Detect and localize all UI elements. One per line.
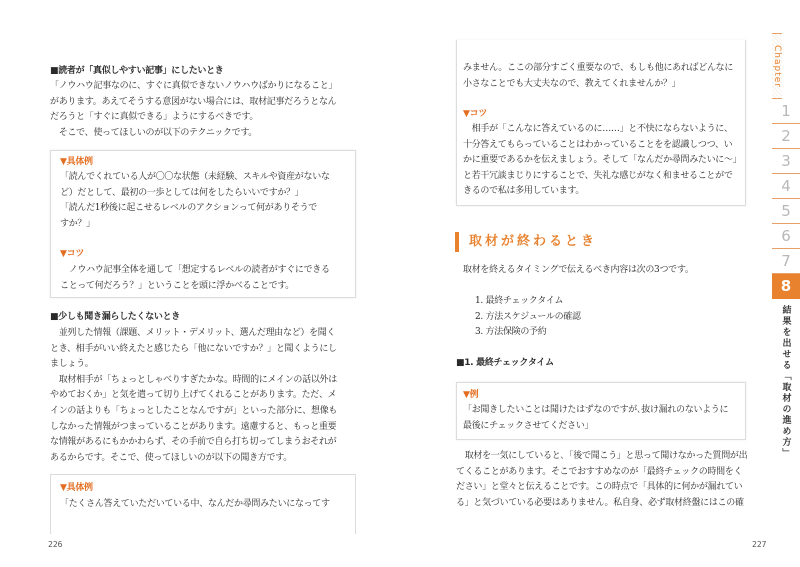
text-line: 最後にチェックさせてください」 (463, 420, 594, 431)
chapter-tab-3[interactable]: 3 (772, 149, 800, 174)
text-line: インの話よりも「ちょっとしたことなんですが」といった部分に、想像も (50, 406, 338, 416)
list-item: 1. 最終チェックタイム (475, 296, 564, 306)
page-number: 227 (752, 540, 767, 549)
tip-label: ▼コツ (463, 109, 488, 119)
example-label: ▼具体例 (60, 157, 93, 167)
tip-label: ▼コツ (60, 249, 85, 259)
chapter-tab-6[interactable]: 6 (772, 224, 800, 249)
text-line: やめておくか」と気を遣って切り上げてくれることがあります。ただ、メ (50, 390, 337, 401)
chapter-tab-8[interactable]: 8 (772, 274, 800, 299)
section-title: 取材が終わるとき (455, 232, 597, 252)
text-line: 取材を一気にしていると､「後で聞こう」と思って聞けなかった質問が出 (456, 451, 748, 461)
text-line: きるので私は多用しています。 (463, 186, 585, 197)
text-line: あるからです。そこで、使ってほしいのが以下の聞き方です。 (50, 452, 292, 463)
text-line: すか？」 (60, 218, 95, 229)
section-heading: ■1. 最終チェックタイム (456, 358, 554, 368)
text-line: 取材相手が「ちょっとしゃべりすぎたかな。時間的にメインの話以外は (50, 374, 337, 385)
text-line: 「ノウハウ記事なのに、すぐに真似できないノウハウばかりになること」 (50, 81, 338, 91)
text-line: ど）だとして、最初の一歩としては何をしたらいいですか？」 (60, 187, 304, 198)
text-line: 小さなことでも大丈夫なので、教えてくれませんか？」 (463, 78, 681, 89)
text-line: る」と気づいている必要はありません。私自身、必ず取材終盤にはこの確 (456, 497, 744, 508)
list-item: 3. 方法保険の予約 (475, 327, 547, 338)
text-line: 「読んだ1秒後に起こせるレベルのアクションって何がありそうで (60, 203, 318, 214)
example-label: ▼例 (463, 390, 479, 400)
text-line: みません。ここの部分すごく重要なので、もしも他にあればどんなに (463, 63, 734, 73)
text-line: ノウハウ記事全体を通して「想定するレベルの読者がすぐにできる (60, 265, 330, 275)
text-line: とき、相手がいい終えたと感じたら「他にないですか？」と聞くようにし (50, 343, 337, 354)
chapter-tabs (772, 33, 800, 459)
text-line: しなかった情報がつまっていることがあります。遠慮すると、もっと重要 (50, 421, 337, 432)
text-line: があります。あえてそうする意図がない場合には、取材記事だろうとなん (50, 96, 337, 107)
chapter-tab-4[interactable]: 4 (772, 174, 800, 199)
text-line: ことって何だろう？」ということを頭に浮かべることです。 (60, 280, 295, 291)
chapter-tab-7[interactable]: 7 (772, 249, 800, 274)
text-line: と若干冗談まじりにすることで、失礼な感じがなく和ませることがで (463, 170, 733, 181)
chapter-title: 結果を出せる「取材の進め方」 (780, 305, 791, 459)
page-number: 226 (48, 540, 63, 549)
text-line: 「読んでくれている人が〇〇な状態（未経験、スキルや資産がないな (60, 172, 330, 182)
text-line: 十分答えてもらっていることはわかっていることをを認識しつつ、い (463, 139, 733, 150)
text-line: 「たくさん答えていただいている中、なんだか尋問みたいになってす (60, 499, 330, 509)
text-line: な情報があるにもかかわらず、その手前で自ら打ち切ってしまうおそれが (50, 437, 337, 448)
chapter-label: Chapter (772, 33, 782, 99)
chapter-tab-5[interactable]: 5 (772, 199, 800, 224)
text-line: だろうと「すぐに真似できる」ようにするべきです。 (50, 112, 259, 123)
text-line: ましょう。 (50, 359, 94, 370)
chapter-tab-1[interactable]: 1 (772, 99, 800, 124)
section-heading: ■少しも聞き漏らしたくないとき (50, 312, 181, 322)
intro-text: 取材を終えるタイミングで伝えるべき内容は次の3つです。 (463, 265, 694, 275)
section-heading: ■読者が「真似しやすい記事」にしたいとき (50, 66, 224, 76)
text-line: かに重要であるかを伝えましょう。そして「なんだか尋問みたいに～」 (463, 155, 742, 166)
example-label: ▼具体例 (60, 483, 93, 493)
text-line: 並列した情報（課題、メリット・デメリット、選んだ理由など）を聞く (50, 328, 336, 338)
text-line: そこで、使ってほしいのが以下のテクニックです。 (50, 127, 258, 138)
text-line: 相手が「こんなに答えているのに……」と不快にならないように、 (463, 124, 733, 134)
text-line: ださい」と堂々と伝えることです。この時点で「具体的に何かが漏れてい (456, 482, 743, 493)
text-line: てくることがあります。そこでおすすめなのが「最終チェックの時間をく (456, 466, 743, 477)
list-item: 2. 方法スケジュールの確認 (475, 311, 581, 322)
text-line: 「お聞きしたいことは聞けたはずなのですが､抜け漏れのないように (463, 405, 729, 415)
chapter-tab-2[interactable]: 2 (772, 124, 800, 149)
